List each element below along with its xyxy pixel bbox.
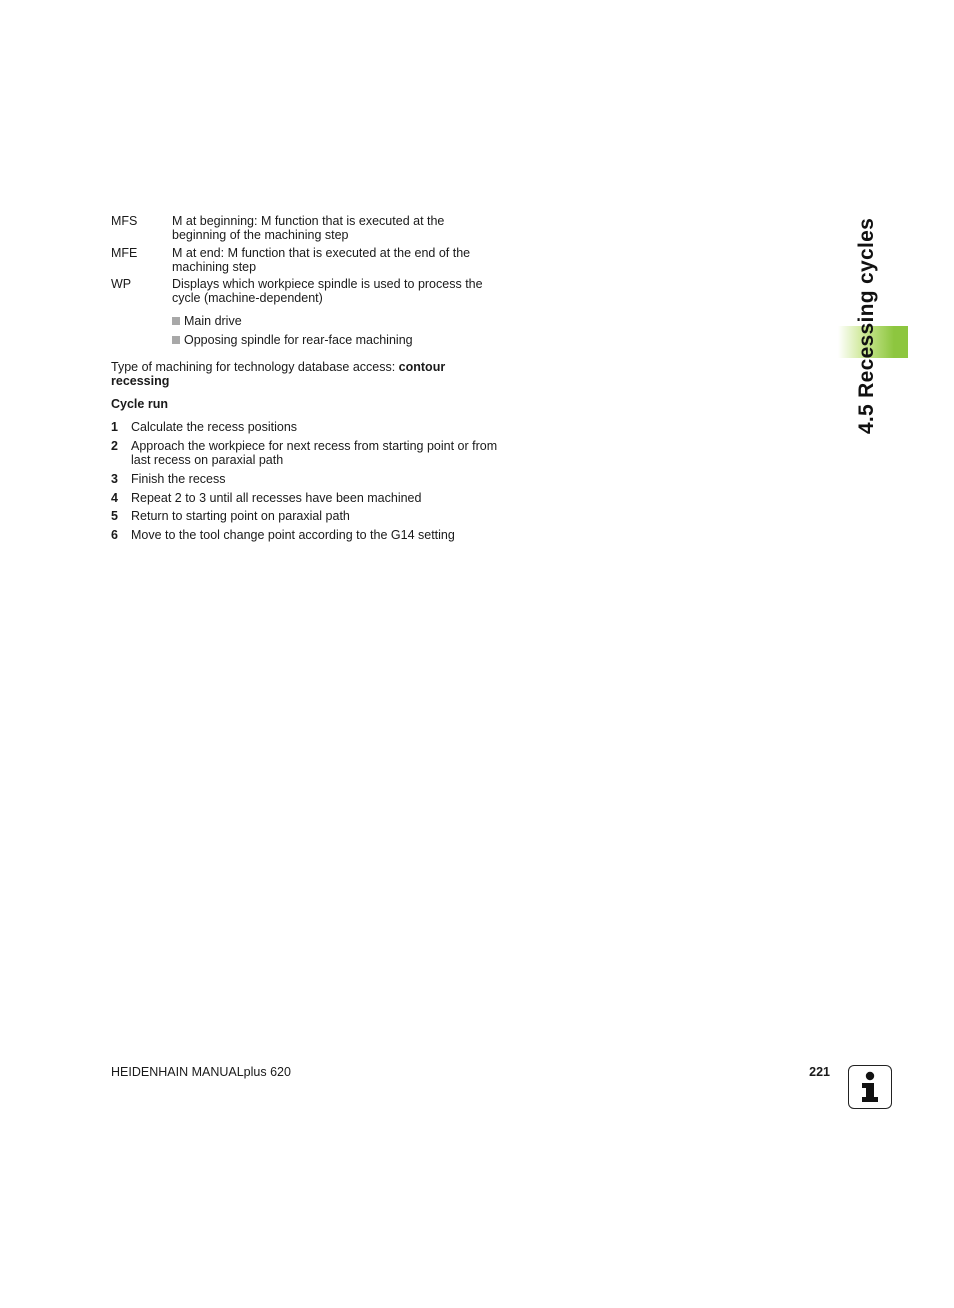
wp-option-main-drive	[172, 314, 242, 328]
step-line: Approach the workpiece for next recess from starting point or from	[131, 439, 498, 453]
step-line: Move to the tool change point according to the G14 setting	[131, 528, 455, 542]
square-bullet-icon	[172, 317, 180, 325]
step-line: Repeat 2 to 3 until all recesses have been machined	[131, 491, 422, 505]
param-desc-mfe	[172, 246, 512, 274]
tech-db-note	[111, 360, 491, 388]
step-number: 3	[111, 472, 118, 486]
param-desc-line: Displays which workpiece spindle is used to process the	[172, 277, 483, 291]
param-desc-line: beginning of the machining step	[172, 228, 349, 242]
param-desc-wp	[172, 277, 512, 305]
param-desc-line: cycle (machine-dependent)	[172, 291, 323, 305]
step-number: 1	[111, 420, 118, 434]
param-name-mfe: MFE	[111, 246, 138, 260]
step-text	[131, 509, 516, 523]
param-desc-line: M at beginning: M function that is executed at the	[172, 214, 445, 228]
step-number: 4	[111, 491, 118, 505]
step-text	[131, 420, 516, 434]
step-line: Finish the recess	[131, 472, 226, 486]
step-text	[131, 439, 516, 467]
info-icon-glyph	[849, 1066, 890, 1107]
param-name-wp: WP	[111, 277, 132, 291]
param-desc-line: machining step	[172, 260, 257, 274]
square-bullet-icon	[172, 336, 180, 344]
param-name-mfs: MFS	[111, 214, 138, 228]
step-number: 6	[111, 528, 118, 542]
wp-option-opposing-spindle	[172, 333, 413, 347]
step-line: Return to starting point on paraxial path	[131, 509, 350, 523]
tech-db-type-cont: recessing	[111, 374, 170, 388]
wp-option-label: Opposing spindle for rear-face machining	[184, 333, 413, 347]
step-line: last recess on paraxial path	[131, 453, 284, 467]
tech-db-type: contour	[398, 360, 446, 374]
info-icon	[848, 1065, 892, 1109]
step-text	[131, 491, 516, 505]
page-number: 221	[809, 1065, 830, 1079]
footer-product: HEIDENHAIN MANUALplus 620	[111, 1065, 291, 1079]
chapter-side-title: 4.5 Recessing cycles	[855, 217, 878, 435]
cycle-run-heading: Cycle run	[111, 397, 168, 411]
tech-db-prefix: Type of machining for technology database access:	[111, 360, 399, 374]
step-text	[131, 472, 516, 486]
wp-option-label: Main drive	[184, 314, 242, 328]
tech-db-line-1	[111, 360, 491, 374]
param-desc-line: M at end: M function that is executed at the end of the	[172, 246, 471, 260]
step-number: 5	[111, 509, 118, 523]
tech-db-line-2	[111, 374, 491, 388]
step-number: 2	[111, 439, 118, 453]
param-desc-mfs	[172, 214, 512, 242]
step-line: Calculate the recess positions	[131, 420, 298, 434]
step-text	[131, 528, 516, 542]
